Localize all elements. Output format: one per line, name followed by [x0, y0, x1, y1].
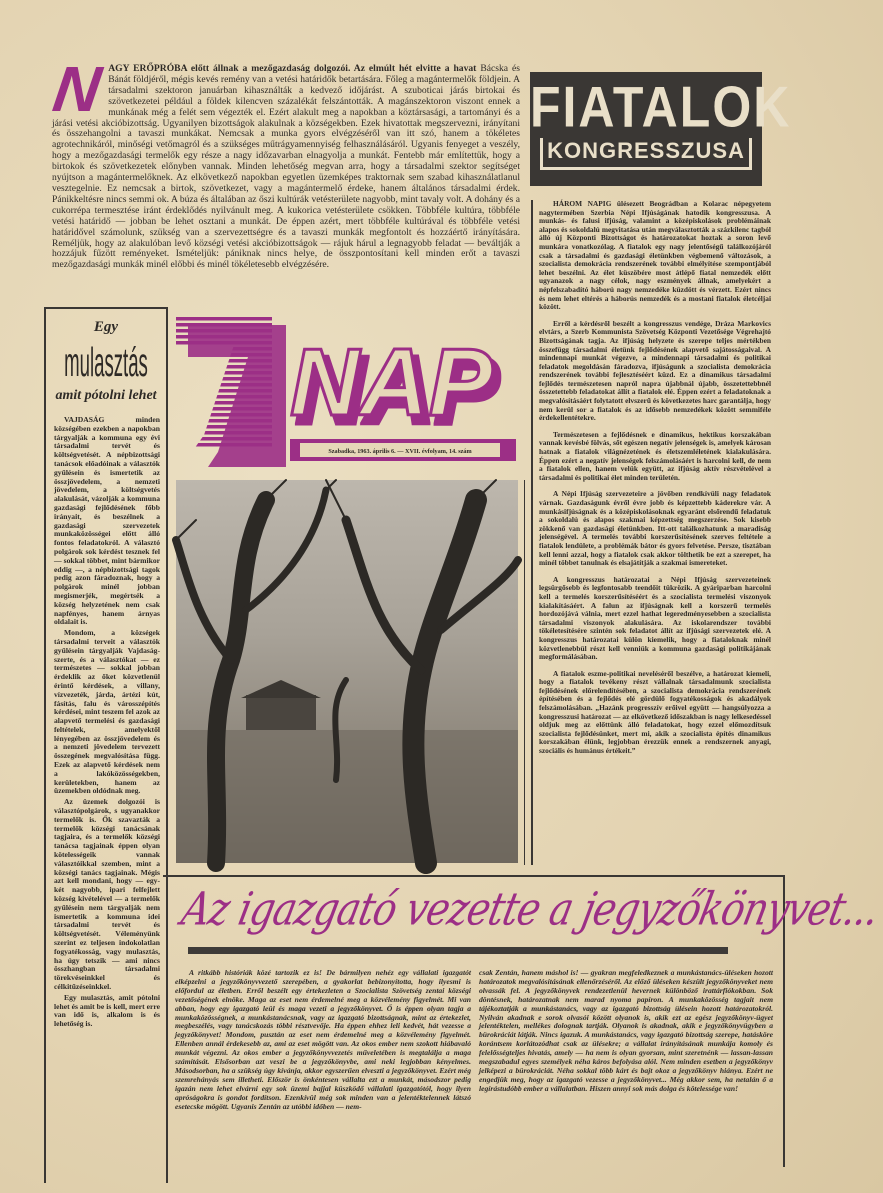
masthead-7nap — [172, 311, 520, 471]
paragraph: Erről a kérdésről beszélt a kongresszus vendége, Dráza Markovics elvtárs, a Szerb Kommunista Szövetség Központi Vezetősége Végrehajtó Bizottságának tagja. Az ifjúság helyzete és szerepe teljes mértékben összefügg társadalmi életünk fejlődésének alapvető sajátosságaival. A mindennapi munkát végezve, a mindennapi társadalmi és politikai feladatok megoldásán fáradozva, ifjúságunk a szocialista demokrácia rendszerének további fejlesztéséért küzd. Ez a dinamikus társadalmi fejlődés természetesen napról napra újabbnál újabb, összetettebbnél összetettebb feladatokat állít a fiatalok elé. Éppen ezért a feladatoknak a megvalósításáért folytatott elvszerű és következetes harc garantálja, hogy nem kerül sor a fiatalok és az idősebb nemzedékek között semmiféle érdekellentétekre. — [539, 318, 771, 423]
paragraph: Az üzemek dolgozói is választópolgárok, s ugyanakkor termelők is. Ők szavazták a termelők községi tanácsának tagjaira, és a termelők községi tanácsa tagjainak éppen olyan kötelességeik vannak választóikkal szemben, mint a községi tanács tagjainak. Mégis azt kell mondani, hogy — egy-két nagyobb, ipari felfejlett község kivételével — a termelők gyűlésein nem tárgyalják nem ismertetik a kommuna idei társadalmi tervét és költségvetését. Véleményünk szerint ez teljesen indokolatlan fogyatékosság, vagy mulasztás, ha úgy tetszik — ami nincs összhangban társadalmi törekvéseinkkel és célkitűzéseinkkel. — [54, 797, 160, 991]
seven-glyph — [176, 315, 286, 467]
paragraph: HÁROM NAPIG ülésezett Beográdban a Kolarac népegyetem nagytermében Szerbia Népi Ifjúságának hatodik kongresszusa. A munkás- és falusi ifjúság, valamint a középiskolások problémáinak alapos és sokoldalú megvitatása után megválasztották a százkilenc tagból álló új Központi Bizottságot és határozatokat hoztak a soron levő munkára vonatkozólag. A fiatalok egy nagy jelentőségű találkozójáról csak a társadalmi és gazdasági életünkben végbemenő változások, a szocialista demokrácia rendszerének további elmélyítése szempontjából lehet beszélni. Az élet küszöbére most átlépő fiatal nemzedék előtt ugyanazok a nagy célok, nagy eszmények állnak, amelyekért a népfelszabadító háború nagy nemzedéke küzdött és vérzett. Ezért nincs és nem lehet eltérés a háborús nemzedék és a mostani fiatalok életcéljai között. — [539, 199, 771, 312]
tree-photo-image — [176, 480, 518, 863]
dateline: Szabadka, 1963. április 6. — XVII. évfolyam, 14. szám — [328, 448, 472, 455]
nap-title: NAP — [290, 329, 493, 436]
headline-underline — [188, 947, 728, 954]
paragraph: A kongresszus határozatai a Népi Ifjúság szervezeteinek legsürgősebb és legfontosabb teendőit tükrözik. A gyáriparban harcolni kell a termelés korszerűsítéséért és a szocialista termelési viszonyok kialakításáért. A falun az ifjúságnak kell a korszerű termelés hordozójává válnia, mert ezzel hathat legeredményesebben a szocialista társadalmi viszonyok alakulására. Az iskolarendszer további tökéletesítésére szintén sok feladatot állít az ifjúsági szervezetek elé. A kongresszus határozatai külön kiemelik, hogy a fiataloknak minél közvetlenebbül részt kell venniük a kommuna gazdasági politikájának megformálásában. — [539, 574, 771, 662]
bottom-article — [163, 875, 883, 1167]
bottom-column-2 — [479, 969, 773, 1149]
masthead-logo — [172, 311, 520, 471]
bottom-column-1 — [175, 969, 471, 1149]
top-article — [48, 53, 520, 302]
nap-wordmark — [290, 329, 494, 436]
paragraph: A fiatalok eszme-politikai neveléséről beszélve, a határozat kiemeli, hogy a fiatalok tevékeny részt vállalnak társadalmunk szocialista fejlődésének előrelendítésében, a szocialista demokrácia rendszerének építésében és a fejlődés elé gördülő fogyatékosságok és akadályok felszámolásában. „Hazánk progresszív erőivel együtt — hangsúlyozza a kongresszusi határozat — az elkövetkező időszakban is nagy lelkesedéssel oldjuk meg az előttünk álló feladatokat, hogy ezzel előmozdítsuk szocialista fejlődésünket, mert mi, akik a szocialista építés dinamikus korszakában élünk, legjobban érezzük ennek a rendszernek anyagi, szociális és humánus értékeit.” — [539, 668, 771, 756]
article-lead: AGY ERŐPRÓBA előtt állnak a mezőgazdaság dolgozói. Az elmúlt hét elvitte a havat — [108, 63, 477, 74]
photo-trees — [176, 480, 518, 863]
headline: mulasztás — [64, 341, 148, 386]
fiatalok-subtitle: KONGRESSZUSA — [540, 138, 752, 170]
column-divider — [524, 480, 525, 865]
paragraph: VAJDASÁG minden községében ezekben a napokban tárgyalják a kommuna egy évi társadalmi tervét és költségvetését. A népbizottsági tanácsok előadóinak a választók gyűlésein és ismertetik az összjövedelem, a nemzeti jövedelem, a költségvetés alakulását, vázolják a kommuna gazdasági fejlődésének főbb irányait, és beszélnek a gazdasági szervezetek munkaközösségei előtt álló fontos feladatokról. A választó polgárok sok kérdést tesznek fel — sokkal többet, mint bármikor eddig —, a népbizottsági tagok pedig azon fáradoznak, hogy a polgárok minél jobban megismerjék, megértsék a község helyzetének nem csak napfényes, hanem árnyas oldalait is. — [54, 415, 160, 627]
article-body: Bácska és Bánát földjéről, mégis kevés remény van a vetési határidők betartására. Főleg a magántermelők földjein. A társadalmi szektoron januárban kihasználták a kedvező időjárást. A szuboticai járás birtokai és szövetkezetei például a földek kilencven százalékát felszántották. A magánszektoron viszont ennek a munkának még a felét sem végezték el. Ezért alakult meg a napokban a köztársasági, a tartományi és a járási vetési akcióbizottság. Ugyanilyen bizottságok alakulnak a községekben. Ezek hivatottak megszervezni, irányítani és összehangolni a tavaszi munkákat. Nemcsak a munka gyors elvégzéséről van itt szó, hanem a tökéletes agrotechnikáról, minőségi vetőmagról és a szükséges műtrágyamennyiség felhasználásáról. Ugyanis fenyeget a veszély, hogy a mezőgazdasági termelők egy része a nagy időzavarban elnagyolja a munkát. Fentebb már említettük, hogy a birtokok és szövetkezetek előnyben vannak. Minden lehetőség megvan arra, hogy a társadalmi szektor segítséget nyújtson a magántermelőknek. Az elkövetkező napokban egyetlen üzemképes traktornak sem szabad kihasználatlanul vesztegelnie. Ez nemcsak a birtok, szövetkezet, vagy a magántermelő érdeke, hanem általános társadalmi érdek. Pánikkeltésre nincs semmi ok. A búza és általában az őszi kultúrák vetésterülete nagyobb, mint tavaly volt. A dohány és a cukorrépa termesztése iránt érdeklődés nyilvánult meg. A kukorica vetésterülete csökken. Többféle kultúra, többféle vetési határidő — jobban be lehet osztani a munkát. De éppen azért, mert többféle kultúrával és többféle vetési határidővel számolunk, szükség van a szervezettségre és a tavaszi munkák megfontolt és hozzáértő irányítására. Reméljük, hogy az alakulóban levő községi vetési akcióbizottságok — rájuk hárul a legnagyobb feladat — beváltják a hozzájuk fűzött reményeket. Ismételjük: pániknak nincs helye, de összpontosítani kell minden erőt a tavaszi mezőgazdasági munkák minél előbbi és minél tökéletesebb elvégzésére. — [52, 63, 520, 271]
paragraph: Természetesen a fejlődésnek e dinamikus, hektikus korszakában vannak kevésbé fölvás, sőt egészen negatív jelenségek is, amelyek károsan hatnak a fiatalok világnézetének és életszemléletének kialakulására. Éppen ezért a negatív jelenségek felszámolásáért is harcolni kell, de nem a fiatalok ellen, hanem velük együtt, az ifjúság aktív részvételével a társadalmi és politikai élet minden területén. — [539, 429, 771, 482]
kicker: Egy — [93, 319, 119, 335]
fiatalok-title: FIATALOK — [530, 74, 792, 140]
fiatalok-header — [530, 72, 792, 186]
fiatalok-article — [531, 200, 771, 865]
paragraph: Mondom, a községek társadalmi terveit a választók gyűlésein tárgyalják Vajdaság-szerte, és a választókat — ez természetes — sokkal jobban érdeklik az őket közvetlenül érintő kérdések, a villany, vízvezeték, járda, ártézi kút, fásítás, falu és városszépítés kérdései, mint teszem fel azok az alapvető termelési és gazdasági feltételek, amelyektől lényegében az összjövedelem és a nemzeti jövedelem tervezett összegének megvalósítása függ. Ezek az alapvető kérdések nem a lakóközösségekben, kerületekben, hanem az üzemekben oldódnak meg. — [54, 628, 160, 796]
bottom-headline: Az igazgató vezette a jegyzőkönyvet... — [177, 882, 883, 936]
paragraph: Egy mulasztás, amit pótolni lehet és amit be is kell, mert erre van idő is, alkalom is és lehetőség is. — [54, 992, 160, 1029]
paragraph: A ritkább históriák közé tartozik ez is! De bármilyen nehéz egy vállalati igazgatót elképzelni a jegyzőkönyvvezető szerepében, a gyakorlat bebizonyította, hogy ilyesmi is előfordul az életben. Erről beszélt egy értekezleten a Szocialista Szövetség zentai községi vezetőségének elnöke. Maga az eset nem érdemelné meg a közvélemény figyelmét. Mi van abban, hogy egy igazgató leül és maga vezeti a jegyzőkönyvet. Ő is éppen olyan tagja a munkaközösségnek, a munkástanácsnak, vagy az igazgató bizottságnak, mint az értekezlet, megbeszélés, vagy tanácskozás többi résztvevője. Ha éppen ehhez leli kedvét, hát vezesse a jegyzőkönyvet! Mondom, pusztán az eset nem érdemelné meg a közvélemény figyelmét. Ellenben annál érdekesebb az, ami az eset mögött van. Az okos ember nem szokott hiábavaló munkát végezni. Az okos ember a jegyzőkönyvvezetés műveletében is megtalálja a maga számítását. Elsősorban azt veszi be a jegyzőkönyvbe, ami neki legjobban kényelmes. Másodsorban, ha a szükség úgy kívánja, akkor egyszerűen elveszti a jegyzőkönyvet. Ezért még szemrehányás sem illetheti. Először is önkéntesen vállalta ezt a munkát, másodszor pedig igazán nem lehet elvárni egy sok üzemi bajjal küszködő vállalati igazgatótól, hogy ilyen apróságokra is gondot fordítson. Ezenkívül még sok minden van a jelentéktelennek látszó esetecske mögött. Ugyanis Zentán az utóbbi időben — nem- — [175, 968, 471, 1111]
drop-cap: N — [48, 53, 106, 125]
paragraph: A Népi Ifjúság szervezeteire a jövőben rendkívüli nagy feladatok várnak. Gazdaságunk évről évre jobb és képzettebb káderekre vár. A munkásifjúságnak és a középiskolásoknak egyaránt elsőrendű feladatuk a sokoldalú és alapos szakmai képzettség megszerzése. Sok kisebb zökkenő van gazdasági életünkben. Itt-ott találkozhatunk a maradiság jelenségével. A termelés további korszerűsítésének szerves feltétele a fiatalok lendülete, a problémák bátor és gyors felvetése. Persze, tisztában kell lenni azzal, hogy a fiatalok csak akkor tölthetik be ezt a szerepet, ha minél többet tanulnak és elsajátítják a szakmai ismereteket. — [539, 489, 771, 568]
left-article — [44, 307, 168, 1183]
paragraph: csak Zentán, hanem máshol is! — gyakran megfeledkeznek a munkástanács-üléseken hozott határozatok megvalósításának ellenőrzéséről. Az előző üléseken készült jegyzőkönyveket nem olvassák fel. A jegyzőkönyvek rendezetlenül hevernek különböző irattárfiókokban. Sok döntésnek, határozatnak nem marad nyoma papíron. A munkaközösség tagjait nem tájékoztatják a munkástanács, vagy az igazgató bizottság ülésein hozott határozatokról. Nyilván akadnak e sorok olvasói között olyanok is, akik ezt az egész jegyzőkönyv-ügyet jelentéktelen, mellékes dolognak tartják. Olyanok is akadnak, akik e jegyzőkönyvügyben a bürokráciát látják. Nincs igazuk. A munkástanács, vagy igazgató bizottság szerepe, hatásköre korántsem korlátozódhat csak az ülésekre; a vállalat irányításának munkája komoly és felelősségteljes hivatás, amely — ha nem is olyan gyorsan, mint szeretnénk — lassan-lassan megszabadul egyes személyek néha káros befolyása alól. Nem minden esetben a jegyzőkönyv jelképezi a bürokráciát. Néha sokkal több kárt és bajt okoz a jegyzőkönyv hiánya. Ezért ne engedjük meg, hogy az igazgató vezesse a jegyzőkönyvet... Még akkor sem, ha netalán ő a legírástudóbb ember a vállalatban. Hiszen annyi sok más dolga és kötelessége van! — [479, 968, 773, 1093]
subhead: amit pótolni lehet — [55, 388, 157, 403]
